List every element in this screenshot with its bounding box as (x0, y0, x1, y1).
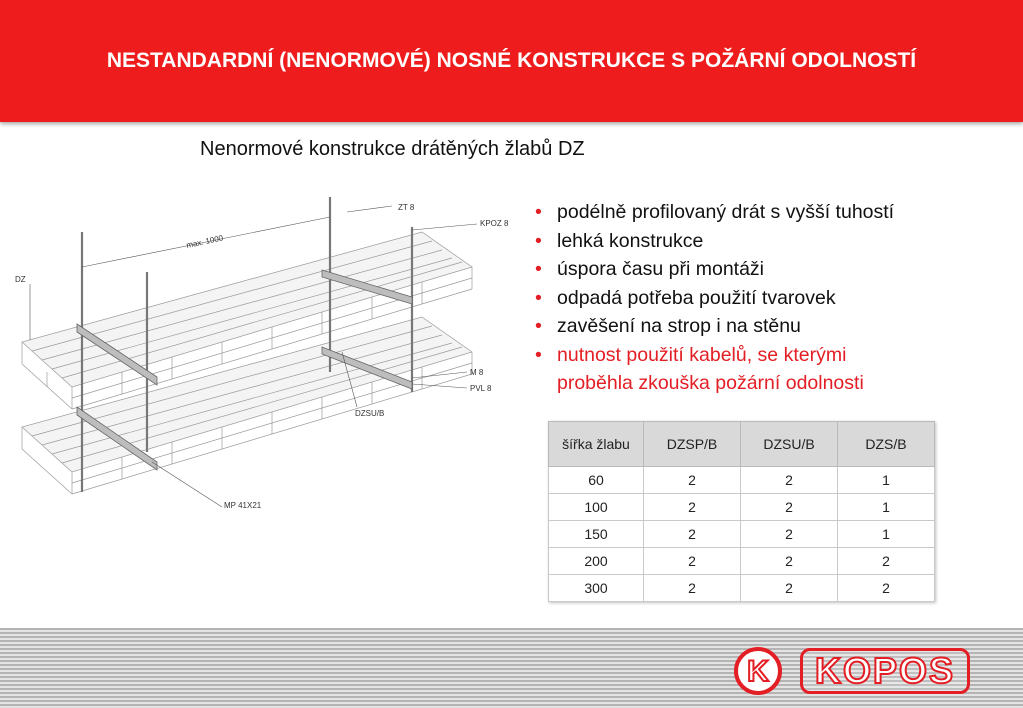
table-cell: 100 (549, 494, 644, 521)
table-cell: 60 (549, 467, 644, 494)
table-cell: 2 (644, 548, 741, 575)
table-header: šířka žlabu (549, 422, 644, 467)
dimensions-table (548, 421, 935, 602)
label-max: max. 1000 (185, 233, 224, 250)
table-header: DZSU/B (741, 422, 838, 467)
feature-item: • úspora času při montáži (535, 258, 765, 280)
feature-item: • lehká konstrukce (535, 229, 704, 252)
table-row (549, 467, 935, 494)
logo-text: KOPOS (814, 650, 956, 691)
label-mp: MP 41X21 (224, 501, 262, 510)
label-dz: DZ (15, 275, 26, 284)
page-title: NESTANDARDNÍ (NENORMOVÉ) NOSNÉ KONSTRUKCE S POŽÁRNÍ ODOLNOSTÍ (106, 49, 917, 72)
table-cell: 2 (644, 575, 741, 602)
table-cell: 2 (644, 467, 741, 494)
table-cell: 2 (741, 548, 838, 575)
feature-item: • zavěšení na strop i na stěnu (535, 315, 801, 337)
table-row (549, 548, 935, 575)
table-cell: 2 (741, 467, 838, 494)
table-header-row (549, 422, 935, 467)
subtitle: Nenormové konstrukce drátěných žlabů DZ (200, 138, 585, 160)
header-banner (0, 0, 1023, 122)
label-m8: M 8 (470, 368, 484, 377)
kopos-wordmark (800, 648, 970, 694)
feature-item: • podélně profilovaný drát s vyšší tuhostí (535, 201, 895, 223)
label-kpoz8: KPOZ 8 (480, 219, 509, 228)
feature-item: • odpadá potřeba použití tvarovek (535, 286, 836, 309)
feature-item-highlight: • nutnost použití kabelů, se kterými (535, 343, 847, 366)
table-row (549, 521, 935, 548)
table-row (549, 575, 935, 602)
table-cell: 200 (549, 548, 644, 575)
table-cell: 2 (741, 575, 838, 602)
table-cell: 1 (838, 521, 935, 548)
table-cell: 1 (838, 467, 935, 494)
table-cell: 300 (549, 575, 644, 602)
table-cell: 2 (741, 521, 838, 548)
kopos-k-logo-icon (733, 646, 783, 696)
svg-text:K: K (747, 655, 769, 688)
label-dzsu: DZSU/B (355, 409, 385, 418)
table-row (549, 494, 935, 521)
table-cell: 150 (549, 521, 644, 548)
table-cell: 1 (838, 494, 935, 521)
table-header: DZS/B (838, 422, 935, 467)
table-cell: 2 (644, 521, 741, 548)
label-zt8: ZT 8 (398, 203, 415, 212)
feature-item-highlight-cont: proběhla zkouška požární odolnosti (557, 372, 864, 394)
cable-tray-drawing (12, 192, 522, 532)
table-cell: 2 (741, 494, 838, 521)
label-pvl8: PVL 8 (470, 384, 492, 393)
feature-list (533, 198, 894, 398)
table-cell: 2 (644, 494, 741, 521)
table-cell: 2 (838, 575, 935, 602)
table-cell: 2 (838, 548, 935, 575)
table-header: DZSP/B (644, 422, 741, 467)
